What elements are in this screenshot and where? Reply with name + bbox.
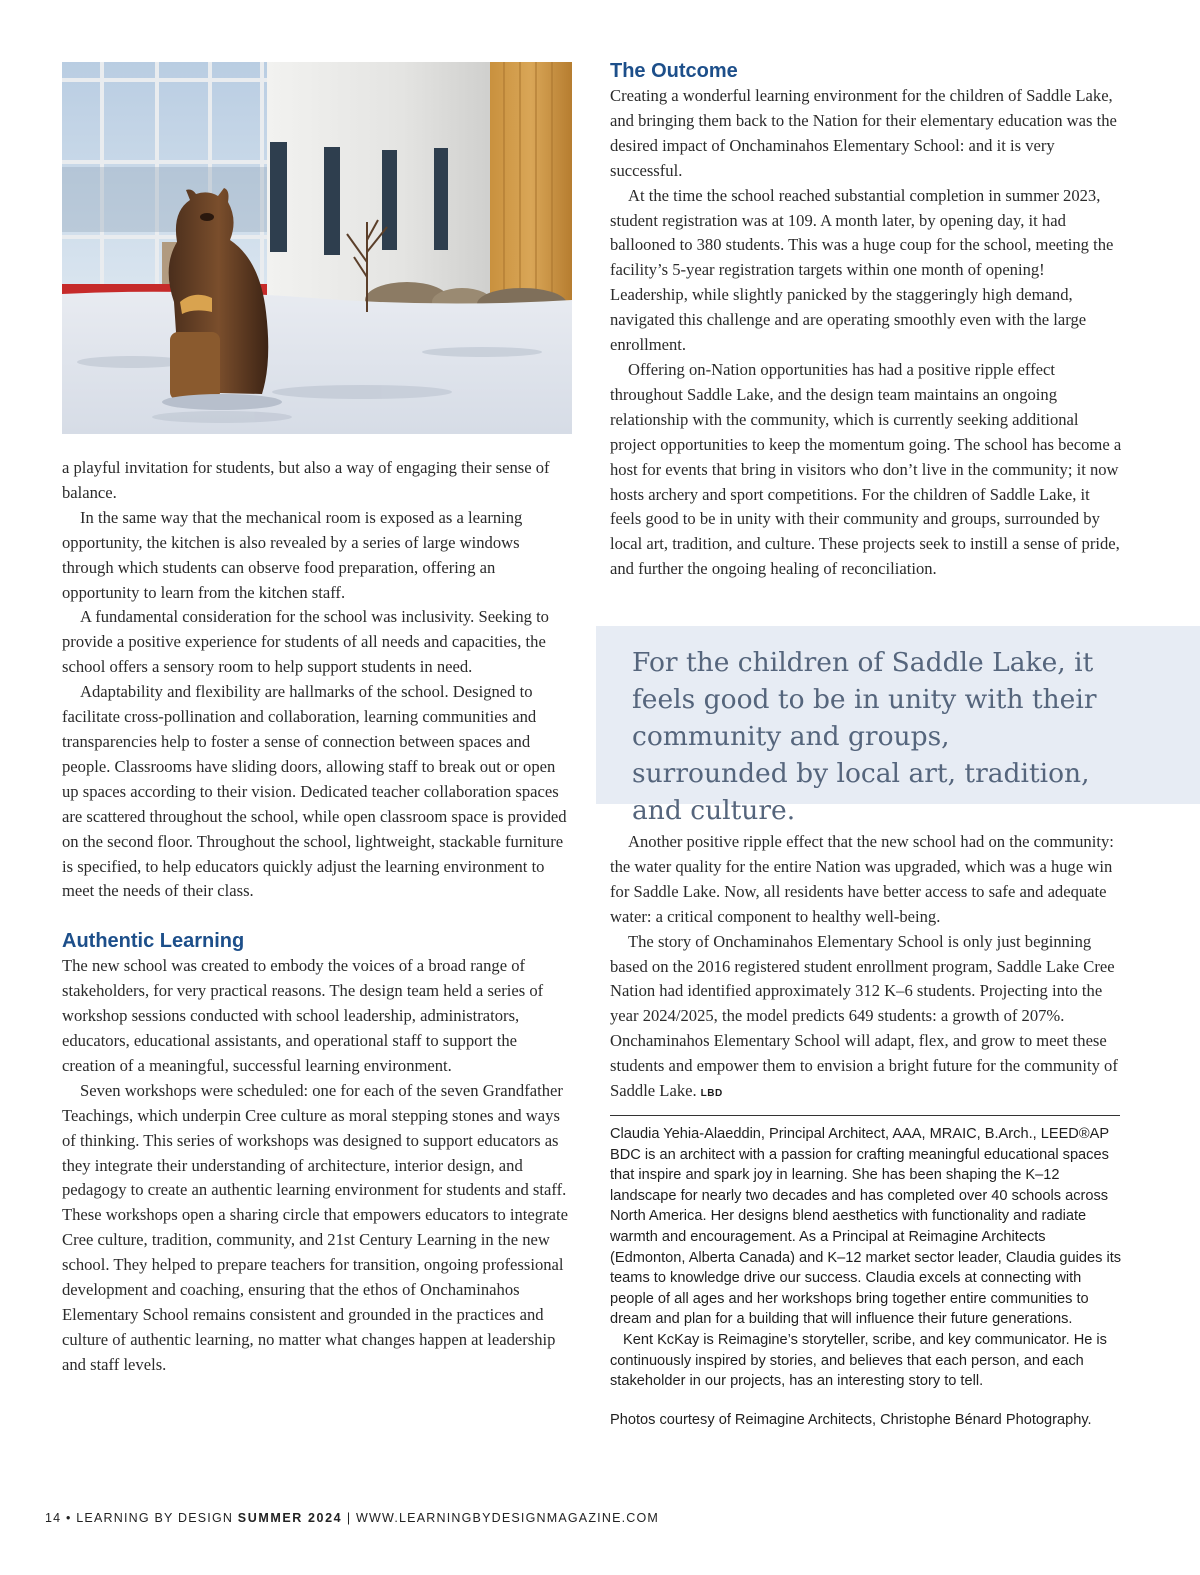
left-text-flow bbox=[62, 456, 574, 904]
website-link[interactable]: WWW.LEARNINGBYDESIGNMAGAZINE.COM bbox=[356, 1511, 660, 1525]
issue-label: SUMMER 2024 bbox=[237, 1511, 343, 1525]
left-column bbox=[62, 62, 574, 1378]
author-bio bbox=[610, 1124, 1122, 1392]
body-paragraph: Creating a wonderful learning environment for the children of Saddle Lake, and bringing them back to the Nation for their elementary education was the desired impact of Onchaminahos Elementary School: and it is very successful. bbox=[610, 86, 1117, 180]
bear-sculpture-photo bbox=[62, 62, 572, 434]
body-paragraph: A fundamental consideration for the school was inclusivity. Seeking to provide a positive experience for students of all needs and capacities, the school offers a sensory room to help support students in need. bbox=[62, 607, 549, 677]
right-column bbox=[610, 58, 1122, 582]
pull-quote bbox=[596, 626, 1200, 826]
body-paragraph bbox=[610, 930, 1122, 1107]
body-paragraph: a playful invitation for students, but also a way of engaging their sense of balance. bbox=[62, 458, 550, 502]
body-paragraph: Seven workshops were scheduled: one for each of the seven Grandfather Teachings, which underpin Cree culture as moral stepping stones and ways of thinking. This series of workshops was designed to support educators as they integrate their understanding of architecture, interior design, and pedagogy to create an authentic learning environment for students and staff. These workshops open a sharing circle that empowers educators to integrate Cree culture, tradition, community, and 21st Century Learning in the new school. They helped to prepare teachers for transition, ongoing professional development and coaching, ensuring that the ethos of Onchaminahos Elementary School remains consistent and grounded in the practices and culture of authentic learning, no matter what changes happen at leadership and staff levels. bbox=[62, 1080, 568, 1374]
bio-divider bbox=[610, 1115, 1120, 1116]
body-paragraph: The new school was created to embody the voices of a broad range of stakeholders, for very practical reasons. The design team held a series of workshop sessions conducted with school leadership, administrators, educators, educational assistants, and operational staff to support the creation of a meaningful, successful learning environment. bbox=[62, 956, 544, 1075]
bio-paragraph: Kent KcKay is Reimagine’s storyteller, scribe, and key communicator. He is continuously inspired by stories, and believes that each person, and each stakeholder in our projects, has an interesting story to tell. bbox=[610, 1331, 1107, 1390]
bio-paragraph: Claudia Yehia-Alaeddin, Principal Architect, AAA, MRAIC, B.Arch., LEED®AP BDC is an architect with a passion for crafting meaningful educational spaces that inspire and spark joy in learning. She has been shaping the K–12 landscape for nearly two decades and has completed over 40 schools across North America. Her designs blend aesthetics with functionality and radiate warmth and encouragement. As a Principal at Reimagine Architects (Edmonton, Alberta Canada) and K–12 market sector leader, Claudia guides its teams to knowledge drive our success. Claudia excels at connecting with people of all ages and her workshops bring together entire communities to dream and plan for a building that will influence their future generations. bbox=[610, 1125, 1122, 1328]
page-number: 14 bbox=[45, 1511, 62, 1525]
closing-sentence: The story of Onchaminahos Elementary School is only just beginning based on the 2016 registered student enrollment program, Saddle Lake Cree Nation had identified approximately 312 K–6 students. Projecting into the year 2024/2025, the model predicts 649 students: a growth of 207%. Onchaminahos Elementary School will adapt, flex, and grow to meet these students and empower them to envision a bright future for the community of Saddle Lake. bbox=[610, 931, 1118, 1101]
body-paragraph: At the time the school reached substantial completion in summer 2023, student registration was at 109. A month later, by opening day, it had ballooned to 380 students. This was a huge coup for the school, meeting the facility’s 5-year registration targets within one month of opening! Leadership, while slightly panicked by the staggeringly high demand, navigated this challenge and are operating smoothly even with the large enrollment. bbox=[610, 185, 1114, 355]
photo-credit: Photos courtesy of Reimagine Architects, Christophe Bénard Photography. bbox=[610, 1411, 1092, 1428]
right-column-lower bbox=[610, 830, 1122, 1430]
section-heading-the-outcome: The Outcome bbox=[610, 60, 738, 82]
lbd-end-mark: LBD bbox=[700, 1088, 723, 1100]
pull-quote-text: For the children of Saddle Lake, it feels good to be in unity with their community and groups, surrounded by local art, tradition, and culture. bbox=[632, 647, 1097, 826]
outcome-text bbox=[610, 84, 1122, 582]
body-paragraph: Offering on-Nation opportunities has had a positive ripple effect throughout Saddle Lake, and the design team maintains an ongoing relationship with the community, which is currently seeking additional project opportunities to keep the momentum going. The school has become a host for events that bring in visitors who don’t live in the community; it now hosts archery and sport competitions. For the children of Saddle Lake, it feels good to be in unity with their community and groups, surrounded by local art, tradition, and culture. These projects seek to instill a sense of pride, and further the ongoing healing of reconciliation. bbox=[610, 359, 1122, 579]
section-heading-authentic-learning: Authentic Learning bbox=[62, 930, 245, 953]
page-footer bbox=[45, 1511, 659, 1525]
photo-illustration bbox=[62, 62, 572, 434]
body-paragraph: In the same way that the mechanical room is exposed as a learning opportunity, the kitchen is also revealed by a series of large windows through which students can observe food preparation, offering an opportunity to learn from the kitchen staff. bbox=[62, 507, 523, 602]
footer-separator: | bbox=[346, 1511, 352, 1525]
magazine-name: LEARNING BY DESIGN bbox=[76, 1511, 234, 1525]
footer-bullet: • bbox=[66, 1511, 72, 1525]
authentic-learning-text bbox=[62, 954, 574, 1377]
body-paragraph: Another positive ripple effect that the new school had on the community: the water quality for the entire Nation was upgraded, which was a huge win for Saddle Lake. Now, all residents have better access to safe and adequate water: a critical component to healthy well-being. bbox=[610, 832, 1114, 926]
body-paragraph: Adaptability and flexibility are hallmarks of the school. Designed to facilitate cross-pollination and collaboration, learning communities and transparencies help to foster a sense of connection between spaces and people. Classrooms have sliding doors, allowing staff to break out or open up spaces according to their vision. Dedicated teacher collaboration spaces are scattered throughout the school, while open classroom space is provided on the second floor. Throughout the school, lightweight, stackable furniture is specified, to help educators quickly adjust the learning environment to meet the needs of their class. bbox=[62, 682, 567, 901]
